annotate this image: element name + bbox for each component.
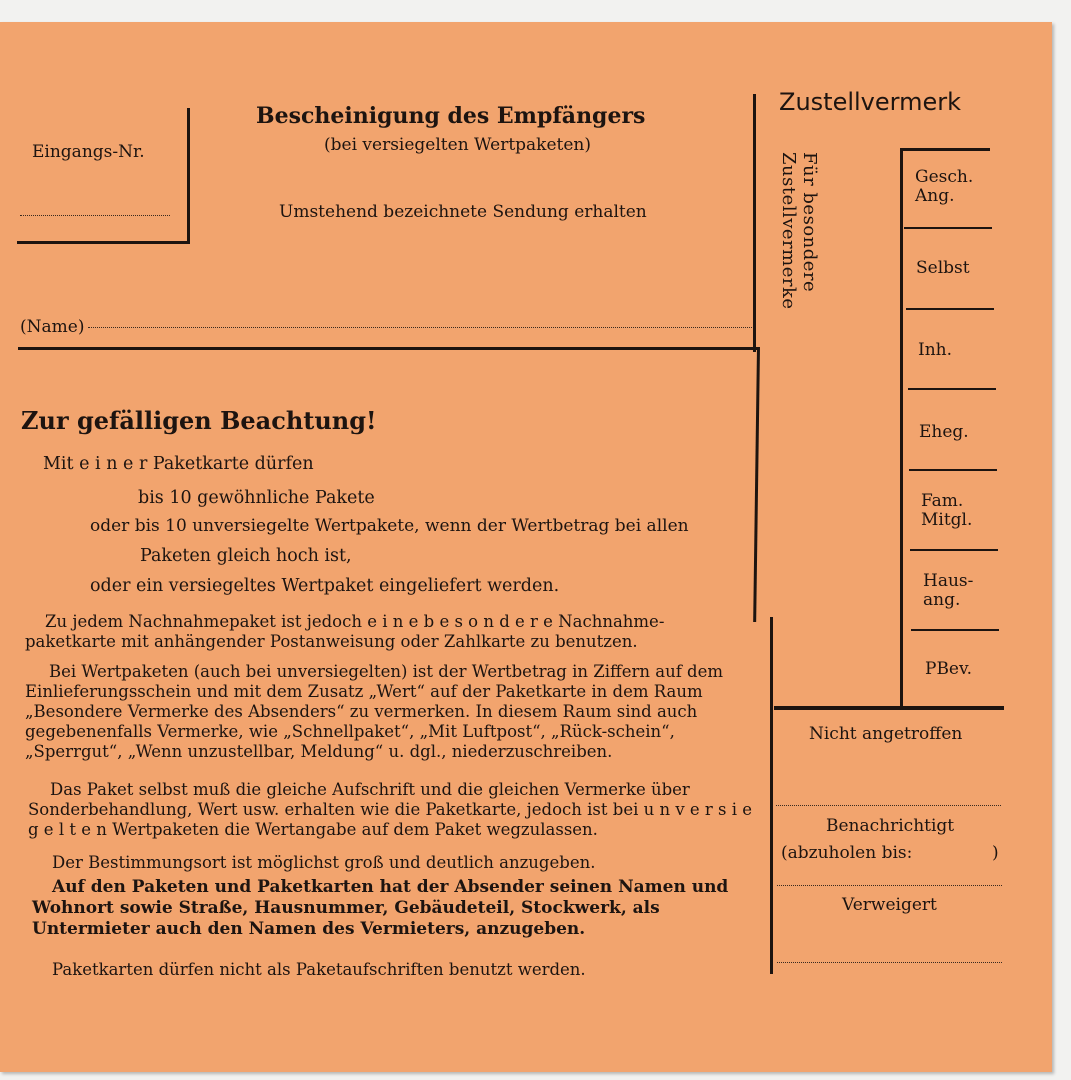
notice-line-2: bis 10 gewöhnliche Pakete — [138, 488, 375, 508]
notice-bold-paragraph: Auf den Paketen und Paketkarten hat der Absender seinen Namen und Wohnort sowie Straße, Hausnummer, Gebäudeteil, Stockwerk, als Untermieter auch den Namen des Vermieters, anzugeben. — [32, 877, 729, 939]
receipt-subtitle: (bei versiegelten Wertpaketen) — [324, 135, 592, 155]
not-found-label: Nicht angetroffen — [809, 724, 963, 744]
box-selbst: Selbst — [916, 258, 970, 278]
eingangs-box-bottom-border — [17, 241, 190, 244]
box-divider-6 — [911, 629, 999, 631]
name-dotted-line — [88, 327, 752, 328]
box-divider-3 — [908, 388, 996, 390]
notice-paragraph-parcel: Das Paket selbst muß die gleiche Aufschrift und die gleichen Vermerke über Sonderbehandlung, Wert usw. erhalten wie die Paketkarte, jedoch ist bei u n v e r s i e g e l t e n Wertpaketen die Wertangabe auf dem Paket wegzulassen. — [28, 780, 753, 839]
box-divider-4 — [909, 469, 997, 471]
boxes-top-border — [900, 148, 990, 151]
delivery-title: Zustellvermerk — [779, 88, 961, 116]
box-divider-1 — [904, 227, 992, 229]
box-eheg: Eheg. — [919, 422, 969, 442]
box-haus-ang: Haus- ang. — [923, 571, 974, 610]
notice-final-line: Paketkarten dürfen nicht als Paketaufschriften benutzt werden. — [52, 960, 586, 979]
eingangs-dotted-line — [20, 215, 170, 216]
notice-line-1: Mit e i n e r Paketkarte dürfen — [43, 454, 314, 474]
pickup-label: (abzuholen bis: — [781, 843, 913, 863]
eingangs-label: Eingangs-Nr. — [32, 142, 145, 162]
boxes-bottom-rule — [774, 706, 1004, 710]
boxes-left-border — [900, 148, 903, 708]
box-pbev: PBev. — [925, 659, 972, 679]
refused-label: Verweigert — [842, 895, 937, 915]
eingangs-box-right-border — [187, 108, 190, 243]
box-divider-2 — [906, 308, 994, 310]
parcel-card — [0, 22, 1052, 1072]
receipt-bottom-rule — [18, 347, 758, 350]
box-gesch-ang: Gesch. Ang. — [915, 167, 974, 206]
refused-dotted-line — [777, 962, 1002, 963]
name-label: (Name) — [20, 317, 85, 337]
delivery-vertical-label: Für besondere Zustellvermerke — [778, 152, 820, 310]
notice-paragraph-value: Bei Wertpaketen (auch bei unversiegelten) ist der Wertbetrag in Ziffern auf dem Einlieferungsschein und mit dem Zusatz „Wert“ auf der Paketkarte in dem Raum „Besondere Vermerke des Absenders“ zu vermerken. In diesem Raum sind auch gegebenenfalls Vermerke, wie „Schnellpaket“, „Mit Luftpost“, „Rück-schein“, „Sperrgut“, „Wenn unzustellbar, Meldung“ u. dgl., niederzuschreiben. — [25, 662, 724, 761]
main-vertical-divider — [753, 94, 756, 352]
received-text: Umstehend bezeichnete Sendung erhalten — [279, 202, 647, 222]
notice-line-4: Paketen gleich hoch ist, — [140, 546, 352, 566]
notice-heading: Zur gefälligen Beachtung! — [21, 406, 377, 435]
notice-line-3: oder bis 10 unversiegelte Wertpakete, wenn der Wertbetrag bei allen — [90, 516, 689, 536]
notified-label: Benachrichtigt — [826, 816, 955, 836]
box-divider-5 — [910, 549, 998, 551]
notice-right-divider-lower — [770, 617, 773, 974]
notice-paragraph-cod: Zu jedem Nachnahmepaket ist jedoch e i n e b e s o n d e r e Nachnahme-paketkarte mit anhängender Postanweisung oder Zahlkarte zu benutzen. — [25, 612, 665, 651]
notice-paragraph-destination: Der Bestimmungsort ist möglichst groß und deutlich anzugeben. — [52, 853, 596, 872]
notice-right-divider — [753, 347, 760, 622]
pickup-close: ) — [992, 843, 999, 863]
notice-line-5: oder ein versiegeltes Wertpaket eingeliefert werden. — [90, 576, 560, 596]
box-inh: Inh. — [918, 340, 953, 360]
receipt-title: Bescheinigung des Empfängers — [256, 103, 646, 129]
not-found-dotted-line — [776, 805, 1001, 806]
notified-dotted-line — [777, 885, 1002, 886]
box-fam-mitgl: Fam. Mitgl. — [921, 491, 973, 530]
